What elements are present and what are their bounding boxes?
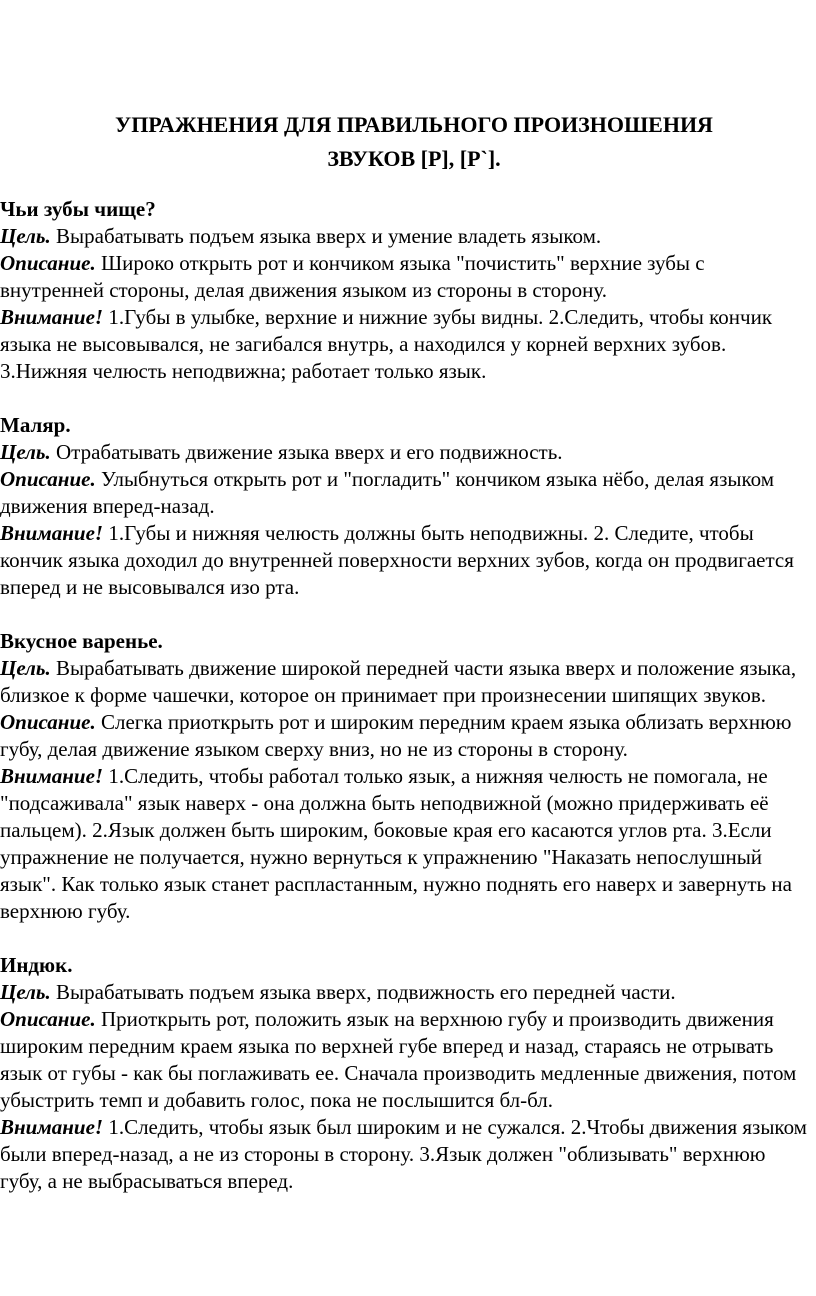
description-text: Приоткрыть рот, положить язык на верхнюю губу и производить движения широким передним краем языка по верхней губе вперед и назад, стараясь не отрывать язык от губы - как бы поглаживать ее. Сначала производить медленные движения, потом убыстрить темп и добавить голос, пока не послышится бл-бл. [0,1007,797,1112]
exercise-indyuk [0,952,808,1195]
description-label: Описание. [0,1007,96,1031]
attention-text: 1.Следить, чтобы работал только язык, а нижняя челюсть не помогала, не "подсаживала" язык наверх - она должна быть неподвижной (можно придерживать её пальцем). 2.Язык должен быть широким, боковые края его касаются углов рта. 3.Если упражнение не получается, нужно вернуться к упражнению "Наказать непослушный язык". Как только язык станет распластанным, нужно поднять его наверх и завернуть на верхнюю губу. [0,764,792,923]
exercise-malyar [0,412,808,601]
goal-label: Цель. [0,224,51,248]
exercise-description [0,250,808,304]
description-text: Широко открыть рот и кончиком языка "почистить" верхние зубы с внутренней стороны, делая движения языком из стороны в сторону. [0,251,705,302]
exercise-name: Индюк. [0,953,73,977]
page-title [0,108,808,176]
attention-text: 1.Следить, чтобы язык был широким и не сужался. 2.Чтобы движения языком были вперед-назад, а не из стороны в сторону. 3.Язык должен "облизывать" верхнюю губу, а не выбрасываться вперед. [0,1115,807,1193]
exercise-vkusnoe-varenie [0,628,808,925]
exercise-name: Чьи зубы чище? [0,197,156,221]
goal-text: Вырабатывать подъем языка вверх, подвижность его передней части. [50,980,676,1004]
title-line-2: ЗВУКОВ [Р], [Р`]. [327,146,501,171]
exercise-name: Вкусное варенье. [0,629,163,653]
title-line-1: УПРАЖНЕНИЯ ДЛЯ ПРАВИЛЬНОГО ПРОИЗНОШЕНИЯ [115,112,713,137]
description-label: Описание. [0,251,96,275]
attention-text: 1.Губы и нижняя челюсть должны быть неподвижны. 2. Следите, чтобы кончик языка доходил до внутренней поверхности верхних зубов, когда он продвигается вперед и не высовывался изо рта. [0,521,794,599]
exercise-description [0,1006,808,1114]
attention-label: Внимание! [0,1115,104,1139]
description-text: Улыбнуться открыть рот и "погладить" кончиком языка нёбо, делая языком движения вперед-назад. [0,467,774,518]
description-label: Описание. [0,710,96,734]
description-text: Слегка приоткрыть рот и широким передним краем языка облизать верхнюю губу, делая движение языком сверху вниз, но не из стороны в сторону. [0,710,792,761]
exercise-goal [0,655,808,709]
exercise-description [0,466,808,520]
goal-text: Отрабатывать движение языка вверх и его подвижность. [50,440,563,464]
exercise-attention [0,763,808,925]
attention-label: Внимание! [0,305,104,329]
exercise-goal [0,979,808,1006]
goal-text: Вырабатывать подъем языка вверх и умение владеть языком. [50,224,602,248]
exercise-goal [0,439,808,466]
exercise-attention [0,1114,808,1195]
exercise-chi-zuby-chishe [0,196,808,385]
description-label: Описание. [0,467,96,491]
attention-label: Внимание! [0,521,104,545]
goal-label: Цель. [0,980,51,1004]
exercise-attention [0,520,808,601]
attention-text: 1.Губы в улыбке, верхние и нижние зубы видны. 2.Следить, чтобы кончик языка не высовывался, не загибался внутрь, а находился у корней верхних зубов. 3.Нижняя челюсть неподвижна; работает только язык. [0,305,773,383]
exercise-description [0,709,808,763]
exercise-name: Маляр. [0,413,71,437]
exercise-goal [0,223,808,250]
goal-text: Вырабатывать движение широкой передней части языка вверх и положение языка, близкое к форме чашечки, которое он принимает при произнесении шипящих звуков. [0,656,797,707]
exercise-attention [0,304,808,385]
attention-label: Внимание! [0,764,104,788]
goal-label: Цель. [0,656,51,680]
goal-label: Цель. [0,440,51,464]
